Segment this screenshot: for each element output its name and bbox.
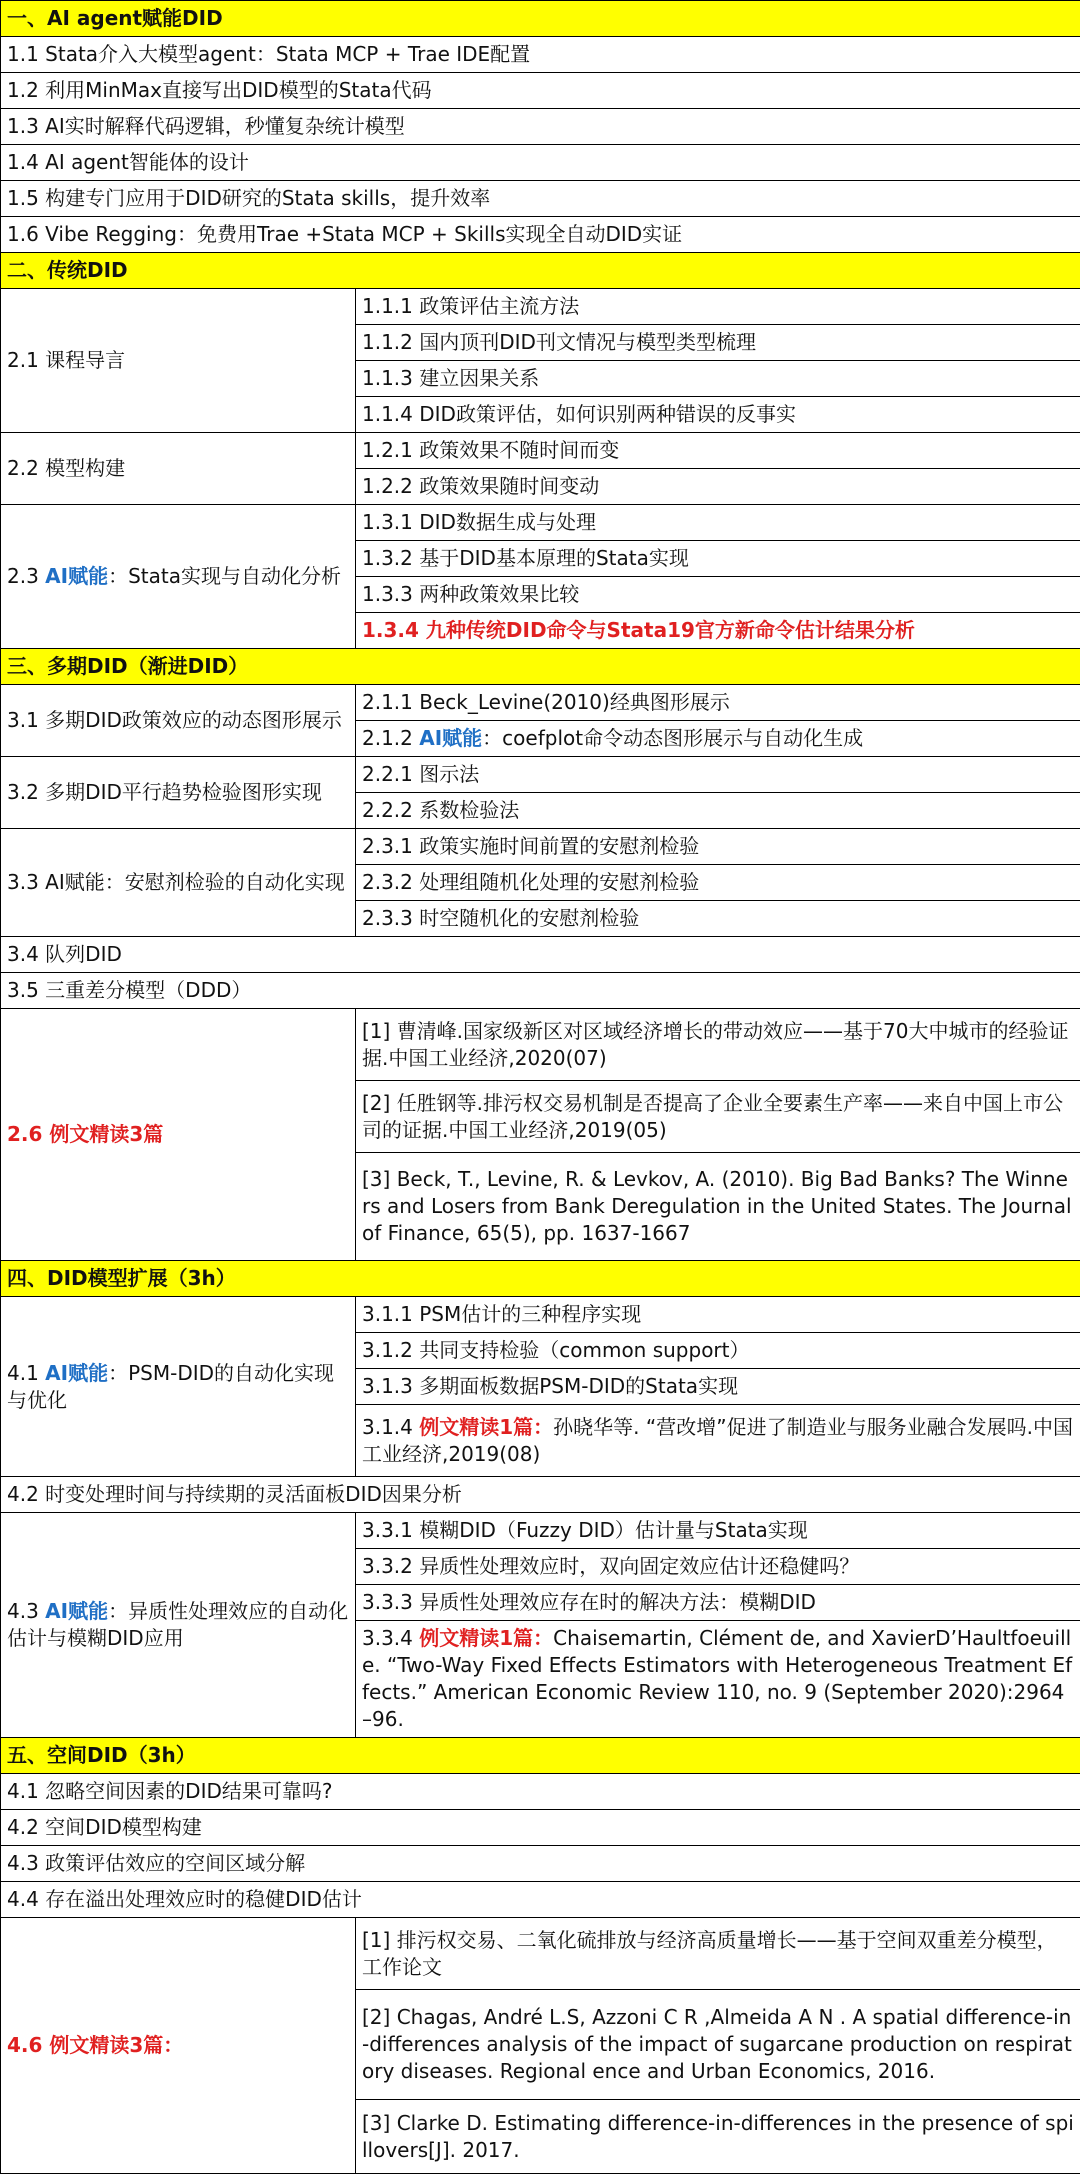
topic-label-cell [1,1513,356,1738]
outline-row [1,937,1080,973]
topic-label: 3.3 AI赋能：安慰剂检验的自动化实现 [7,870,345,894]
topic-text: 4.4 存在溢出处理效应时的稳健DID估计 [7,1887,362,1911]
topic-cell [1,1846,1080,1882]
outline-row [1,1774,1080,1810]
subtopic-text: 孙晓华等. “营改增”促进了制造业与服务业融合发展吗.中国工业经济,2019(08) [362,1414,1073,1466]
subtopic-cell [356,505,1080,541]
topic-label: 2.2 模型构建 [7,456,126,480]
topic-label-cell [1,289,356,433]
topic-text: 4.1 忽略空间因素的DID结果可靠吗? [7,1779,333,1803]
topic-text: 4.3 政策评估效应的空间区域分解 [7,1851,306,1875]
topic-label-cell [1,1009,356,1261]
topic-text: 3.4 队列DID [7,942,122,966]
topic-text: 4.2 时变处理时间与持续期的灵活面板DID因果分析 [7,1482,462,1506]
subtopic-text: [1] 排污权交易、二氧化硫排放与经济高质量增长——基于空间双重差分模型，工作论文 [362,1927,1057,1979]
outline-row [1,1918,1080,1990]
section-title: 二、传统DID [1,253,1080,289]
outline-row [1,1882,1080,1918]
subtopic-text: 1.2.1 政策效果不随时间而变 [362,438,620,462]
topic-label-text: ：Stata实现与自动化分析 [108,564,341,588]
subtopic-cell [356,361,1080,397]
subtopic-text: [2] Chagas, André L.S, Azzoni C R ,Almeida A N . A spatial difference-in-differences analysis of the impact of sugarcane production on respiratory diseases. Regional ence and Urban Economics, 2016. [362,2005,1072,2083]
topic-label-text: ：PSM-DID的自动化实现与优化 [7,1360,335,1412]
topic-text: 1.3 AI实时解释代码逻辑，秒懂复杂统计模型 [7,114,405,138]
subtopic-text: 1.3.3 两种政策效果比较 [362,582,580,606]
subtopic-cell [356,613,1080,649]
section-header-row [1,649,1080,685]
subtopic-cell [356,1990,1080,2100]
ai-highlight: AI赋能 [419,726,483,750]
subtopic-text: 1.3.2 基于DID基本原理的Stata实现 [362,546,689,570]
outline-row [1,1513,1080,1549]
topic-cell [1,145,1080,181]
ai-highlight: AI赋能 [45,1360,109,1385]
outline-row [1,145,1080,181]
subtopic-text: 2.2.2 系数检验法 [362,798,520,822]
topic-text: 3.5 三重差分模型（DDD） [7,978,252,1002]
subtopic-cell [356,1333,1080,1369]
subtopic-cell [356,1585,1080,1621]
topic-label-cell [1,757,356,829]
topic-label-cell [1,685,356,757]
subtopic-text: [1] 曹清峰.国家级新区对区域经济增长的带动效应——基于70大中城市的经验证据.中国工业经济,2020(07) [362,1018,1069,1070]
outline-row [1,73,1080,109]
topic-label: 3.1 多期DID政策效应的动态图形展示 [7,708,342,732]
section-title: 一、AI agent赋能DID [1,1,1080,37]
subtopic-text: 1.3.1 DID数据生成与处理 [362,510,596,534]
subtopic-cell [356,865,1080,901]
subtopic-cell [356,577,1080,613]
topic-text: 1.6 Vibe Regging：免费用Trae +Stata MCP + Skills实现全自动DID实证 [7,222,683,246]
subtopic-text: 1.1.1 政策评估主流方法 [362,294,580,318]
section-header-row [1,253,1080,289]
section-header-row [1,1,1080,37]
subtopic-cell [356,1549,1080,1585]
subtopic-cell [356,2100,1080,2174]
subtopic-cell [356,541,1080,577]
topic-label-cell [1,1918,356,2174]
subtopic-cell [356,469,1080,505]
reading-highlight: 例文精读1篇： [419,1414,554,1439]
subtopic-cell [356,1369,1080,1405]
subtopic-text: 2.3.1 政策实施时间前置的安慰剂检验 [362,834,700,858]
outline-row [1,1009,1080,1081]
topic-cell [1,1882,1080,1918]
outline-row [1,505,1080,541]
subtopic-cell [356,1405,1080,1477]
subtopic-prefix: 3.1.4 [362,1414,420,1439]
subtopic-text: 1.1.3 建立因果关系 [362,366,540,390]
subtopic-cell [356,685,1080,721]
topic-cell [1,1477,1080,1513]
subtopic-text: 2.2.1 图示法 [362,762,480,786]
subtopic-text: 3.3.2 异质性处理效应时，双向固定效应估计还稳健吗？ [362,1554,860,1578]
subtopic-cell [356,325,1080,361]
subtopic-cell [356,721,1080,757]
subtopic-text: 2.3.2 处理组随机化处理的安慰剂检验 [362,870,700,894]
outline-row [1,757,1080,793]
section-header-row [1,1261,1080,1297]
subtopic-text: [3] Clarke D. Estimating difference-in-differences in the presence of spillovers[J]. 2017. [362,2110,1074,2162]
topic-label-prefix: 4.1 [7,1360,46,1385]
subtopic-text: 3.3.1 模糊DID（Fuzzy DID）估计量与Stata实现 [362,1518,808,1542]
outline-row [1,1810,1080,1846]
section-title: 五、空间DID（3h） [1,1738,1080,1774]
subtopic-text: Chaisemartin, Clément de, and XavierD’Haultfoeuille. “Two-Way Fixed Effects Estimators with Heterogeneous Treatment Effects.” American Economic Review 110, no. 9 (September 2020):2964–96. [362,1626,1073,1731]
topic-cell [1,181,1080,217]
outline-row [1,109,1080,145]
topic-cell [1,1774,1080,1810]
subtopic-text: 1.3.4 九种传统DID命令与Stata19官方新命令估计结果分析 [362,618,915,642]
topic-text: 1.5 构建专门应用于DID研究的Stata skills，提升效率 [7,186,491,210]
subtopic-cell [356,289,1080,325]
subtopic-text: 2.3.3 时空随机化的安慰剂检验 [362,906,640,930]
topic-text: 1.1 Stata介入大模型agent：Stata MCP + Trae IDE配置 [7,42,531,66]
topic-label: 2.6 例文精读3篇 [7,1122,164,1146]
subtopic-cell [356,433,1080,469]
outline-row [1,181,1080,217]
subtopic-cell [356,757,1080,793]
subtopic-text: ：coefplot命令动态图形展示与自动化生成 [482,726,864,750]
subtopic-text: 2.1.1 Beck_Levine(2010)经典图形展示 [362,690,730,714]
subtopic-text: 1.2.2 政策效果随时间变动 [362,474,600,498]
outline-row [1,217,1080,253]
topic-cell [1,37,1080,73]
subtopic-text: 3.1.3 多期面板数据PSM-DID的Stata实现 [362,1374,739,1398]
outline-row [1,1846,1080,1882]
outline-row [1,1477,1080,1513]
subtopic-cell [356,1918,1080,1990]
section-title: 四、DID模型扩展（3h） [1,1261,1080,1297]
subtopic-cell [356,829,1080,865]
subtopic-prefix: 2.1.2 [362,726,420,750]
topic-cell [1,109,1080,145]
subtopic-cell [356,1513,1080,1549]
subtopic-text: 3.1.2 共同支持检验（common support） [362,1338,750,1362]
topic-cell [1,937,1080,973]
topic-text: 4.2 空间DID模型构建 [7,1815,202,1839]
section-header-row [1,1738,1080,1774]
subtopic-cell [356,901,1080,937]
subtopic-cell [356,793,1080,829]
ai-highlight: AI赋能 [45,1599,109,1623]
outline-row [1,685,1080,721]
outline-row [1,973,1080,1009]
topic-label: 3.2 多期DID平行趋势检验图形实现 [7,780,322,804]
topic-text: 1.4 AI agent智能体的设计 [7,150,249,174]
subtopic-text: 1.1.2 国内顶刊DID刊文情况与模型类型梳理 [362,330,756,354]
topic-cell [1,973,1080,1009]
topic-cell [1,1810,1080,1846]
reading-highlight: 例文精读1篇： [419,1626,554,1650]
outline-row [1,1297,1080,1333]
topic-label-text: ：异质性处理效应的自动化估计与模糊DID应用 [7,1599,349,1650]
topic-label-cell [1,433,356,505]
subtopic-prefix: 3.3.4 [362,1626,420,1650]
topic-label-cell [1,1297,356,1477]
topic-cell [1,217,1080,253]
ai-highlight: AI赋能 [45,564,109,588]
topic-label: 2.1 课程导言 [7,348,126,372]
subtopic-text: [2] 任胜钢等.排污权交易机制是否提高了企业全要素生产率——来自中国上市公司的证据.中国工业经济,2019(05) [362,1090,1064,1142]
outline-row [1,433,1080,469]
topic-label-prefix: 2.3 [7,564,46,588]
subtopic-text: 3.3.3 异质性处理效应存在时的解决方法：模糊DID [362,1590,816,1614]
outline-row [1,289,1080,325]
subtopic-cell [356,397,1080,433]
outline-row [1,37,1080,73]
subtopic-text: [3] Beck, T., Levine, R. & Levkov, A. (2010). Big Bad Banks? The Winners and Losers from Bank Deregulation in the United States. The Journalof Finance, 65(5), pp. 1637-1667 [362,1167,1072,1245]
topic-label-cell [1,505,356,649]
topic-label-prefix: 4.3 [7,1599,46,1623]
subtopic-cell [356,1009,1080,1081]
topic-cell [1,73,1080,109]
subtopic-cell [356,1297,1080,1333]
section-title: 三、多期DID（渐进DID） [1,649,1080,685]
topic-label-cell [1,829,356,937]
subtopic-text: 3.1.1 PSM估计的三种程序实现 [362,1302,642,1326]
subtopic-cell [356,1153,1080,1261]
subtopic-text: 1.1.4 DID政策评估，如何识别两种错误的反事实 [362,402,796,426]
topic-label: 4.6 例文精读3篇： [7,2033,184,2057]
subtopic-cell [356,1621,1080,1738]
topic-text: 1.2 利用MinMax直接写出DID模型的Stata代码 [7,78,432,102]
subtopic-cell [356,1081,1080,1153]
outline-row [1,829,1080,865]
